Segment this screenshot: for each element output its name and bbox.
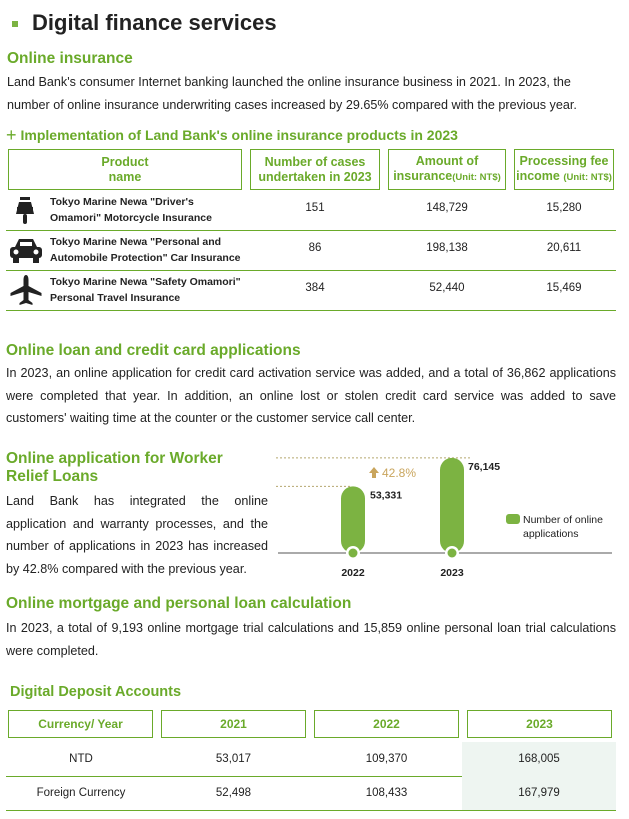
header-product-name [8, 149, 242, 190]
legend-label-line1: Number of online [523, 514, 603, 526]
bar-2023 [440, 458, 464, 553]
product-name [50, 194, 212, 226]
online-insurance-text: Land Bank's consumer Internet banking launched the online insurance business in 2021. In 2023, the number of online insurance underwriting cases increased by 29.65% compared with the previous year. [7, 75, 577, 112]
product-name [50, 274, 241, 306]
fee-value: 15,280 [546, 202, 582, 214]
product-name-line1: Tokyo Marine Newa "Personal and [50, 236, 222, 248]
bar-2023-base-dot-inner [448, 549, 457, 558]
page-title-text: Digital finance services [32, 10, 277, 35]
deposit-header-2022: 2022 [314, 710, 459, 738]
product-name-line1: Tokyo Marine Newa "Safety Omamori" [50, 276, 241, 288]
fee-value: 20,611 [546, 242, 582, 254]
product-name-line2: Omamori" Motorcycle Insurance [50, 212, 212, 224]
product-name-line1: Tokyo Marine Newa "Driver's [50, 196, 194, 208]
header-fee-line2: income [516, 169, 560, 183]
deposit-value-2023: 168,005 [462, 742, 616, 776]
growth-label: 42.8% [382, 466, 417, 480]
deposit-value-2023: 167,979 [462, 776, 616, 810]
header-amount-line1: Amount of [415, 154, 479, 168]
deposit-value-2021: 53,017 [215, 753, 252, 765]
bar-2022 [341, 486, 365, 553]
header-product-line2: name [108, 169, 142, 184]
table-row [6, 742, 616, 777]
plus-icon: + [6, 125, 17, 145]
deposit-header-currency: Currency/ Year [8, 710, 153, 738]
insurance-table-title-text: Implementation of Land Bank's online insurance products in 2023 [20, 127, 458, 143]
deposit-heading: Digital Deposit Accounts [10, 684, 182, 700]
table-row [6, 190, 616, 231]
deposit-value-2022: 109,370 [365, 753, 408, 765]
deposit-value-2021: 52,498 [215, 787, 252, 799]
cases-value: 151 [305, 202, 325, 214]
header-amount-line2: insurance [393, 169, 453, 183]
mortgage-heading: Online mortgage and personal loan calculation [6, 595, 352, 612]
value-label-2022: 53,331 [370, 489, 403, 502]
online-insurance-heading: Online insurance [7, 50, 133, 67]
amount-value: 52,440 [429, 282, 465, 294]
amount-value: 198,138 [426, 242, 468, 254]
product-name-line2: Personal Travel Insurance [50, 292, 181, 304]
category-label-2022: 2022 [341, 567, 365, 579]
header-fee-unit: (Unit: NT$) [563, 172, 612, 183]
deposit-row-label: Foreign Currency [36, 787, 126, 799]
legend-label-line2: applications [523, 528, 579, 540]
title-bullet [12, 21, 18, 27]
car-icon [8, 234, 44, 266]
cases-value: 384 [305, 282, 325, 294]
mortgage-text: In 2023, a total of 9,193 online mortgage trial calculations and 15,859 online personal loan trial calculations were completed. [6, 621, 616, 658]
airplane-icon [8, 274, 44, 306]
header-amount-unit: (Unit: NT$) [452, 172, 501, 183]
table-row [6, 230, 616, 271]
insurance-table-title [6, 127, 458, 143]
online-loan-text: In 2023, an online application for credit card activation service was added, and a total of 36,862 applications were completed that year. In addition, an online lost or stolen credit card service was added to save customers' waiting time at the counter or the customer service call center. [6, 366, 616, 425]
product-name-line2: Automobile Protection" Car Insurance [50, 252, 241, 264]
worker-relief-heading [6, 450, 223, 486]
cases-value: 86 [308, 242, 322, 254]
amount-value: 148,729 [426, 202, 468, 214]
deposit-value-2022: 108,433 [365, 787, 408, 799]
worker-relief-heading-line1: Online application for Worker [6, 450, 223, 467]
header-cases-line1: Number of cases [264, 154, 366, 169]
motorcycle-icon [8, 194, 44, 226]
page-title [12, 10, 277, 36]
header-cases-line2: undertaken in 2023 [258, 169, 372, 184]
header-cases [250, 149, 380, 190]
category-label-2023: 2023 [440, 567, 464, 579]
deposit-row-label: NTD [69, 753, 93, 765]
table-row [6, 776, 616, 811]
table-row [6, 270, 616, 311]
bar-2022-base-dot-inner [349, 549, 358, 558]
header-product-line1: Product [101, 154, 149, 169]
deposit-header-2023: 2023 [467, 710, 612, 738]
worker-relief-chart [270, 445, 620, 585]
product-name [50, 234, 241, 266]
fee-value: 15,469 [546, 282, 582, 294]
header-fee [514, 149, 614, 190]
value-label-2023: 76,145 [468, 460, 501, 473]
header-fee-line1: Processing fee [519, 154, 609, 168]
worker-relief-text: Land Bank has integrated the online application and warranty processes, and the number of applications in 2023 has increased by 42.8% compared with the previous year. [6, 494, 268, 576]
deposit-header-2021: 2021 [161, 710, 306, 738]
worker-relief-heading-line2: Relief Loans [6, 468, 99, 485]
arrow-up-icon [369, 467, 379, 478]
header-amount [388, 149, 506, 190]
legend-swatch [506, 514, 520, 524]
online-loan-heading: Online loan and credit card applications [6, 342, 301, 359]
